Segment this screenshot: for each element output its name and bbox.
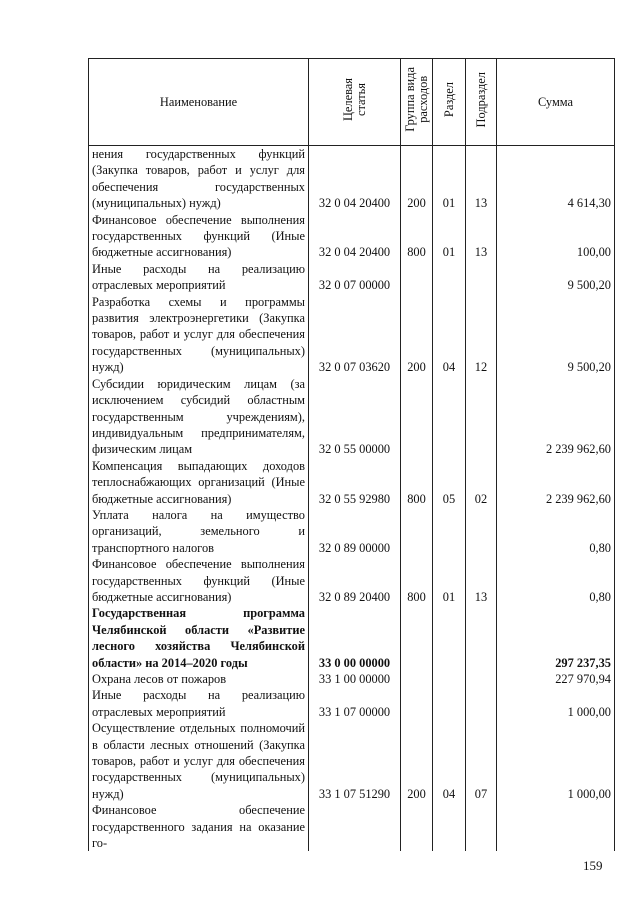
row-amount: 0,80 (497, 507, 615, 556)
row-name: Компенсация выпадающих доходов теплоснабжающих организаций (Иные бюджетные ассигнования) (89, 458, 309, 507)
row-section: 01 (433, 556, 466, 605)
row-subsection (466, 605, 497, 671)
row-subsection (466, 376, 497, 458)
row-subsection (466, 507, 497, 556)
row-section (433, 671, 466, 687)
row-amount: 4 614,30 (497, 146, 615, 212)
row-target-article: 32 0 89 00000 (309, 507, 401, 556)
row-name: Уплата налога на имущество организаций, земельного и транспортного налогов (89, 507, 309, 556)
table-row (89, 605, 615, 671)
row-expense-group: 800 (401, 556, 433, 605)
row-expense-group (401, 376, 433, 458)
row-section (433, 376, 466, 458)
row-target-article: 32 0 04 20400 (309, 146, 401, 212)
row-target-article: 32 0 07 03620 (309, 294, 401, 376)
row-target-article: 32 0 55 92980 (309, 458, 401, 507)
row-name: Иные расходы на реализацию отраслевых мероприятий (89, 261, 309, 294)
row-expense-group: 200 (401, 720, 433, 802)
row-section: 01 (433, 212, 466, 261)
row-target-article: 32 0 07 00000 (309, 261, 401, 294)
row-expense-group: 200 (401, 294, 433, 376)
table-header-row (89, 59, 615, 146)
row-expense-group: 800 (401, 458, 433, 507)
row-target-article: 33 1 00 00000 (309, 671, 401, 687)
row-target-article: 32 0 89 20400 (309, 556, 401, 605)
row-target-article: 33 0 00 00000 (309, 605, 401, 671)
row-expense-group (401, 687, 433, 720)
row-subsection: 13 (466, 212, 497, 261)
table-row (89, 507, 615, 556)
table-body (89, 146, 615, 852)
row-target-article: 32 0 55 00000 (309, 376, 401, 458)
row-amount: 1 000,00 (497, 720, 615, 802)
row-amount: 0,80 (497, 556, 615, 605)
row-amount: 9 500,20 (497, 261, 615, 294)
table-row (89, 671, 615, 687)
row-target-article: 33 1 07 51290 (309, 720, 401, 802)
row-section (433, 507, 466, 556)
row-target-article: 32 0 04 20400 (309, 212, 401, 261)
table-row (89, 376, 615, 458)
header-name: Наименование (89, 59, 309, 146)
row-subsection (466, 687, 497, 720)
row-section (433, 687, 466, 720)
header-section: Раздел (433, 59, 466, 146)
header-subsection: Подраздел (466, 59, 497, 146)
table-row (89, 720, 615, 802)
row-section: 04 (433, 720, 466, 802)
header-amount: Сумма (497, 59, 615, 146)
row-amount: 2 239 962,60 (497, 458, 615, 507)
row-subsection (466, 671, 497, 687)
row-target-article (309, 802, 401, 851)
row-name: нения государственных функций (Закупка товаров, работ и услуг для обеспечения государственных (муниципальных) нужд) (89, 146, 309, 212)
header-expense-group: Группа вида расходов (401, 59, 433, 146)
row-expense-group (401, 802, 433, 851)
row-expense-group (401, 671, 433, 687)
table-row (89, 294, 615, 376)
row-name: Осуществление отдельных полномочий в области лесных отношений (Закупка товаров, работ и услуг для обеспечения государственных (муниципальных) нужд) (89, 720, 309, 802)
row-target-article: 33 1 07 00000 (309, 687, 401, 720)
row-section: 04 (433, 294, 466, 376)
row-amount: 100,00 (497, 212, 615, 261)
row-subsection: 02 (466, 458, 497, 507)
row-expense-group: 200 (401, 146, 433, 212)
row-subsection: 07 (466, 720, 497, 802)
table-row (89, 146, 615, 212)
row-name: Охрана лесов от пожаров (89, 671, 309, 687)
row-section (433, 605, 466, 671)
page-number: 159 (583, 858, 603, 873)
row-expense-group (401, 605, 433, 671)
table-row (89, 458, 615, 507)
row-amount: 2 239 962,60 (497, 376, 615, 458)
row-name: Финансовое обеспечение государственного задания на оказание го- (89, 802, 309, 851)
table-row (89, 687, 615, 720)
budget-table (88, 58, 615, 851)
row-section (433, 802, 466, 851)
row-amount (497, 802, 615, 851)
row-amount: 1 000,00 (497, 687, 615, 720)
row-section: 01 (433, 146, 466, 212)
row-section (433, 261, 466, 294)
row-amount: 297 237,35 (497, 605, 615, 671)
row-section: 05 (433, 458, 466, 507)
row-name: Финансовое обеспечение выполнения государственных функций (Иные бюджетные ассигнования) (89, 212, 309, 261)
row-expense-group: 800 (401, 212, 433, 261)
row-subsection (466, 802, 497, 851)
row-name: Государственная программа Челябинской области «Развитие лесного хозяйства Челябинской области» на 2014–2020 годы (89, 605, 309, 671)
row-name: Финансовое обеспечение выполнения государственных функций (Иные бюджетные ассигнования) (89, 556, 309, 605)
table-row (89, 556, 615, 605)
row-name: Субсидии юридическим лицам (за исключением субсидий областным государственным учреждениям), индивидуальным предпринимателям, физическим лицам (89, 376, 309, 458)
row-name: Иные расходы на реализацию отраслевых мероприятий (89, 687, 309, 720)
row-expense-group (401, 507, 433, 556)
row-name: Разработка схемы и программы развития электроэнергетики (Закупка товаров, работ и услуг для обеспечения государственных (муниципальных) нужд) (89, 294, 309, 376)
row-amount: 227 970,94 (497, 671, 615, 687)
row-subsection: 13 (466, 146, 497, 212)
table-row (89, 212, 615, 261)
row-expense-group (401, 261, 433, 294)
row-subsection: 12 (466, 294, 497, 376)
row-subsection: 13 (466, 556, 497, 605)
header-target-article: Целевая статья (309, 59, 401, 146)
table-row (89, 802, 615, 851)
row-subsection (466, 261, 497, 294)
row-amount: 9 500,20 (497, 294, 615, 376)
table-row (89, 261, 615, 294)
